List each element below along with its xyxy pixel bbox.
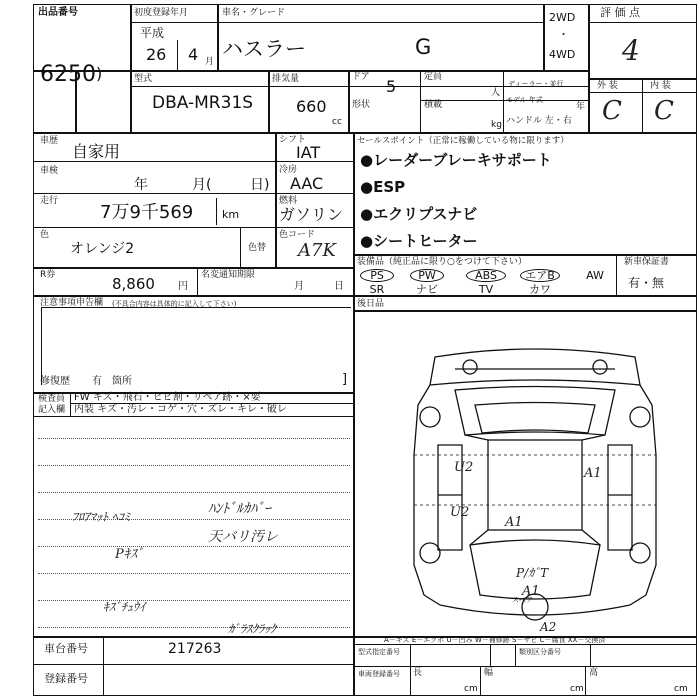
- displacement-label: 排気量: [272, 74, 300, 84]
- grade: G: [415, 35, 432, 59]
- drive-4wd: 4WD: [549, 48, 576, 61]
- car-name-label: 車名・グレード: [222, 8, 286, 18]
- kg-unit: kg: [491, 120, 502, 130]
- diagram-mark: U2: [454, 460, 474, 475]
- handwritten-note: ｶﾞﾗｽｸﾗｯｸ: [228, 622, 277, 636]
- mileage-label: 走行: [40, 196, 59, 206]
- sales-point-item: ●レーダーブレーキサポート: [360, 151, 552, 169]
- option-leather: カワ: [529, 283, 551, 296]
- bracket-icon: ]: [342, 372, 348, 387]
- model-year-label: モデル 年式: [506, 96, 543, 104]
- option-navi: ナビ: [416, 283, 438, 296]
- inspector-label: 検査員 記入欄: [38, 394, 66, 415]
- repair-label: 修復歴: [40, 376, 70, 387]
- cooler: AAC: [290, 174, 324, 193]
- chassis-number: 217263: [168, 641, 222, 657]
- color-code: A7K: [298, 240, 336, 261]
- model: DBA-MR31S: [152, 93, 254, 113]
- dealer-label: ディーラー・並行: [508, 80, 564, 88]
- diagram-mark: A2: [540, 620, 557, 634]
- spare-label: スペア: [512, 596, 533, 604]
- color-label: 色: [40, 230, 50, 240]
- color-change-label: 色替: [248, 243, 267, 253]
- displacement: 660: [296, 97, 327, 116]
- inspector-row-interior: 内装 キズ・汚レ・コゲ・穴・ズレ・キレ・破レ: [74, 404, 287, 415]
- cc-unit: cc: [332, 117, 342, 127]
- diagram-mark: A1: [522, 584, 540, 599]
- after-items-label: 後日品: [357, 299, 385, 309]
- yen-unit: 円: [178, 281, 188, 292]
- diagram-mark: A1: [505, 515, 523, 530]
- history-value: 自家用: [72, 142, 121, 161]
- new-warranty: 有・無: [628, 276, 665, 290]
- repair-unit: 箇所: [112, 376, 132, 387]
- name-change-label: 名変通知期限: [201, 270, 256, 280]
- repair-value: 有: [92, 376, 102, 387]
- option-abs: ABS: [475, 269, 497, 282]
- name-change-month: 月: [294, 281, 304, 292]
- drive-dot: ・: [558, 28, 569, 41]
- option-pw: PW: [418, 269, 436, 282]
- score-label: 評 価 点: [600, 6, 640, 19]
- option-ps: PS: [370, 269, 384, 282]
- inspection-year: 年: [134, 177, 148, 193]
- shift: IAT: [296, 143, 321, 162]
- sales-point-item: ●シートヒーター: [360, 232, 478, 250]
- drive-2wd: 2WD: [549, 11, 576, 24]
- sales-point-item: ●ESP: [360, 178, 406, 196]
- person-unit: 人: [491, 88, 501, 98]
- reg-month: 4: [188, 45, 199, 64]
- option-sr: SR: [369, 283, 385, 296]
- damage-legend: A－キズ E－エクボ U－凹み W－補修跡 S－サビ C－腐食 XX－交換済: [384, 636, 606, 644]
- interior-label: 内 装: [650, 81, 671, 91]
- history-label: 車歴: [40, 136, 59, 146]
- inspection-label: 車検: [40, 166, 59, 176]
- inspection-day: 日): [250, 177, 270, 193]
- shape-label: 形状: [352, 100, 371, 110]
- recycle-amount: 8,860: [112, 275, 155, 293]
- reg-month-unit: 月: [205, 57, 215, 67]
- diagram-mark: P/ｶﾞT: [516, 566, 549, 580]
- handle-label: ハンドル 左・右: [506, 116, 572, 126]
- new-warranty-label: 新車保証書: [624, 257, 670, 267]
- lot-label: 出品番号: [38, 7, 78, 18]
- category-label: 類別区分番号: [519, 648, 561, 656]
- km-unit: km: [222, 208, 240, 221]
- mileage: 7万9千569: [100, 202, 194, 223]
- doors: 5: [386, 77, 397, 96]
- width-label: 幅: [484, 668, 494, 678]
- doors-label: ドア: [352, 72, 370, 82]
- handwritten-note: ﾌﾛｱﾏｯﾄ ﾍｺﾐ: [72, 510, 130, 524]
- handwritten-note: ｷｽﾞﾁｭｳｲ: [103, 600, 146, 614]
- shift-label: シフト: [279, 135, 307, 145]
- name-change-day: 日: [334, 281, 344, 292]
- sales-points-label: セールスポイント（正常に稼働している物に限ります）: [357, 136, 569, 146]
- car-name: ハスラー: [222, 37, 306, 61]
- reg-no-label: 車両登録番号: [358, 670, 400, 678]
- exterior-label: 外 装: [597, 81, 618, 91]
- height-label: 高: [589, 668, 599, 678]
- registration-label: 登録番号: [44, 672, 88, 685]
- notice-label: 注意事項申告欄: [40, 298, 104, 308]
- handwritten-note: ﾊﾝﾄﾞﾙｶﾊﾞｰ: [208, 501, 271, 517]
- sales-point-item: ●エクリプスナビ: [360, 205, 478, 223]
- recycle-label: R券: [40, 270, 56, 280]
- model-label: 型式: [134, 74, 153, 84]
- load-label: 積載: [424, 100, 443, 110]
- option-tv: TV: [478, 283, 494, 296]
- fuel-label: 燃料: [279, 196, 298, 206]
- era: 平成: [140, 26, 165, 40]
- color-code-label: 色コード: [279, 230, 316, 240]
- width-unit: cm: [570, 684, 584, 694]
- year-unit: 年: [576, 102, 586, 112]
- exterior-grade: C: [602, 96, 622, 126]
- notice-sub: (不具合内容は具体的に記入して下さい): [112, 300, 237, 308]
- cooler-label: 冷房: [279, 165, 298, 175]
- fuel: ガソリン: [279, 205, 344, 224]
- length-unit: cm: [464, 684, 478, 694]
- inspection-month: 月(: [192, 177, 212, 193]
- lot-mark-icon: ): [96, 64, 103, 83]
- interior-grade: C: [654, 96, 674, 126]
- inspector-row-exterior: FW キズ・飛石・ヒビ割・リペア跡・×要: [74, 392, 261, 403]
- first-reg-label: 初度登録年月: [134, 8, 189, 18]
- score: 4: [622, 34, 640, 67]
- capacity-label: 定員: [424, 72, 443, 82]
- equipment-label: 装備品（純正品に限り○をつけて下さい）: [357, 257, 527, 267]
- height-unit: cm: [674, 684, 688, 694]
- handwritten-note: Pｷｽﾞ: [115, 547, 144, 562]
- chassis-label: 車台番号: [44, 642, 88, 655]
- length-label: 長: [413, 668, 423, 678]
- diagram-mark: A1: [584, 466, 602, 481]
- option-aw: AW: [586, 269, 604, 282]
- option-airbag: エアB: [525, 269, 555, 282]
- model-designation-label: 型式指定番号: [358, 648, 400, 656]
- color: オレンジ2: [70, 241, 135, 257]
- handwritten-note: 天バリ汚レ: [208, 529, 278, 545]
- lot-number: 6250: [40, 62, 96, 87]
- reg-year: 26: [146, 45, 167, 64]
- diagram-mark: U2: [450, 505, 470, 520]
